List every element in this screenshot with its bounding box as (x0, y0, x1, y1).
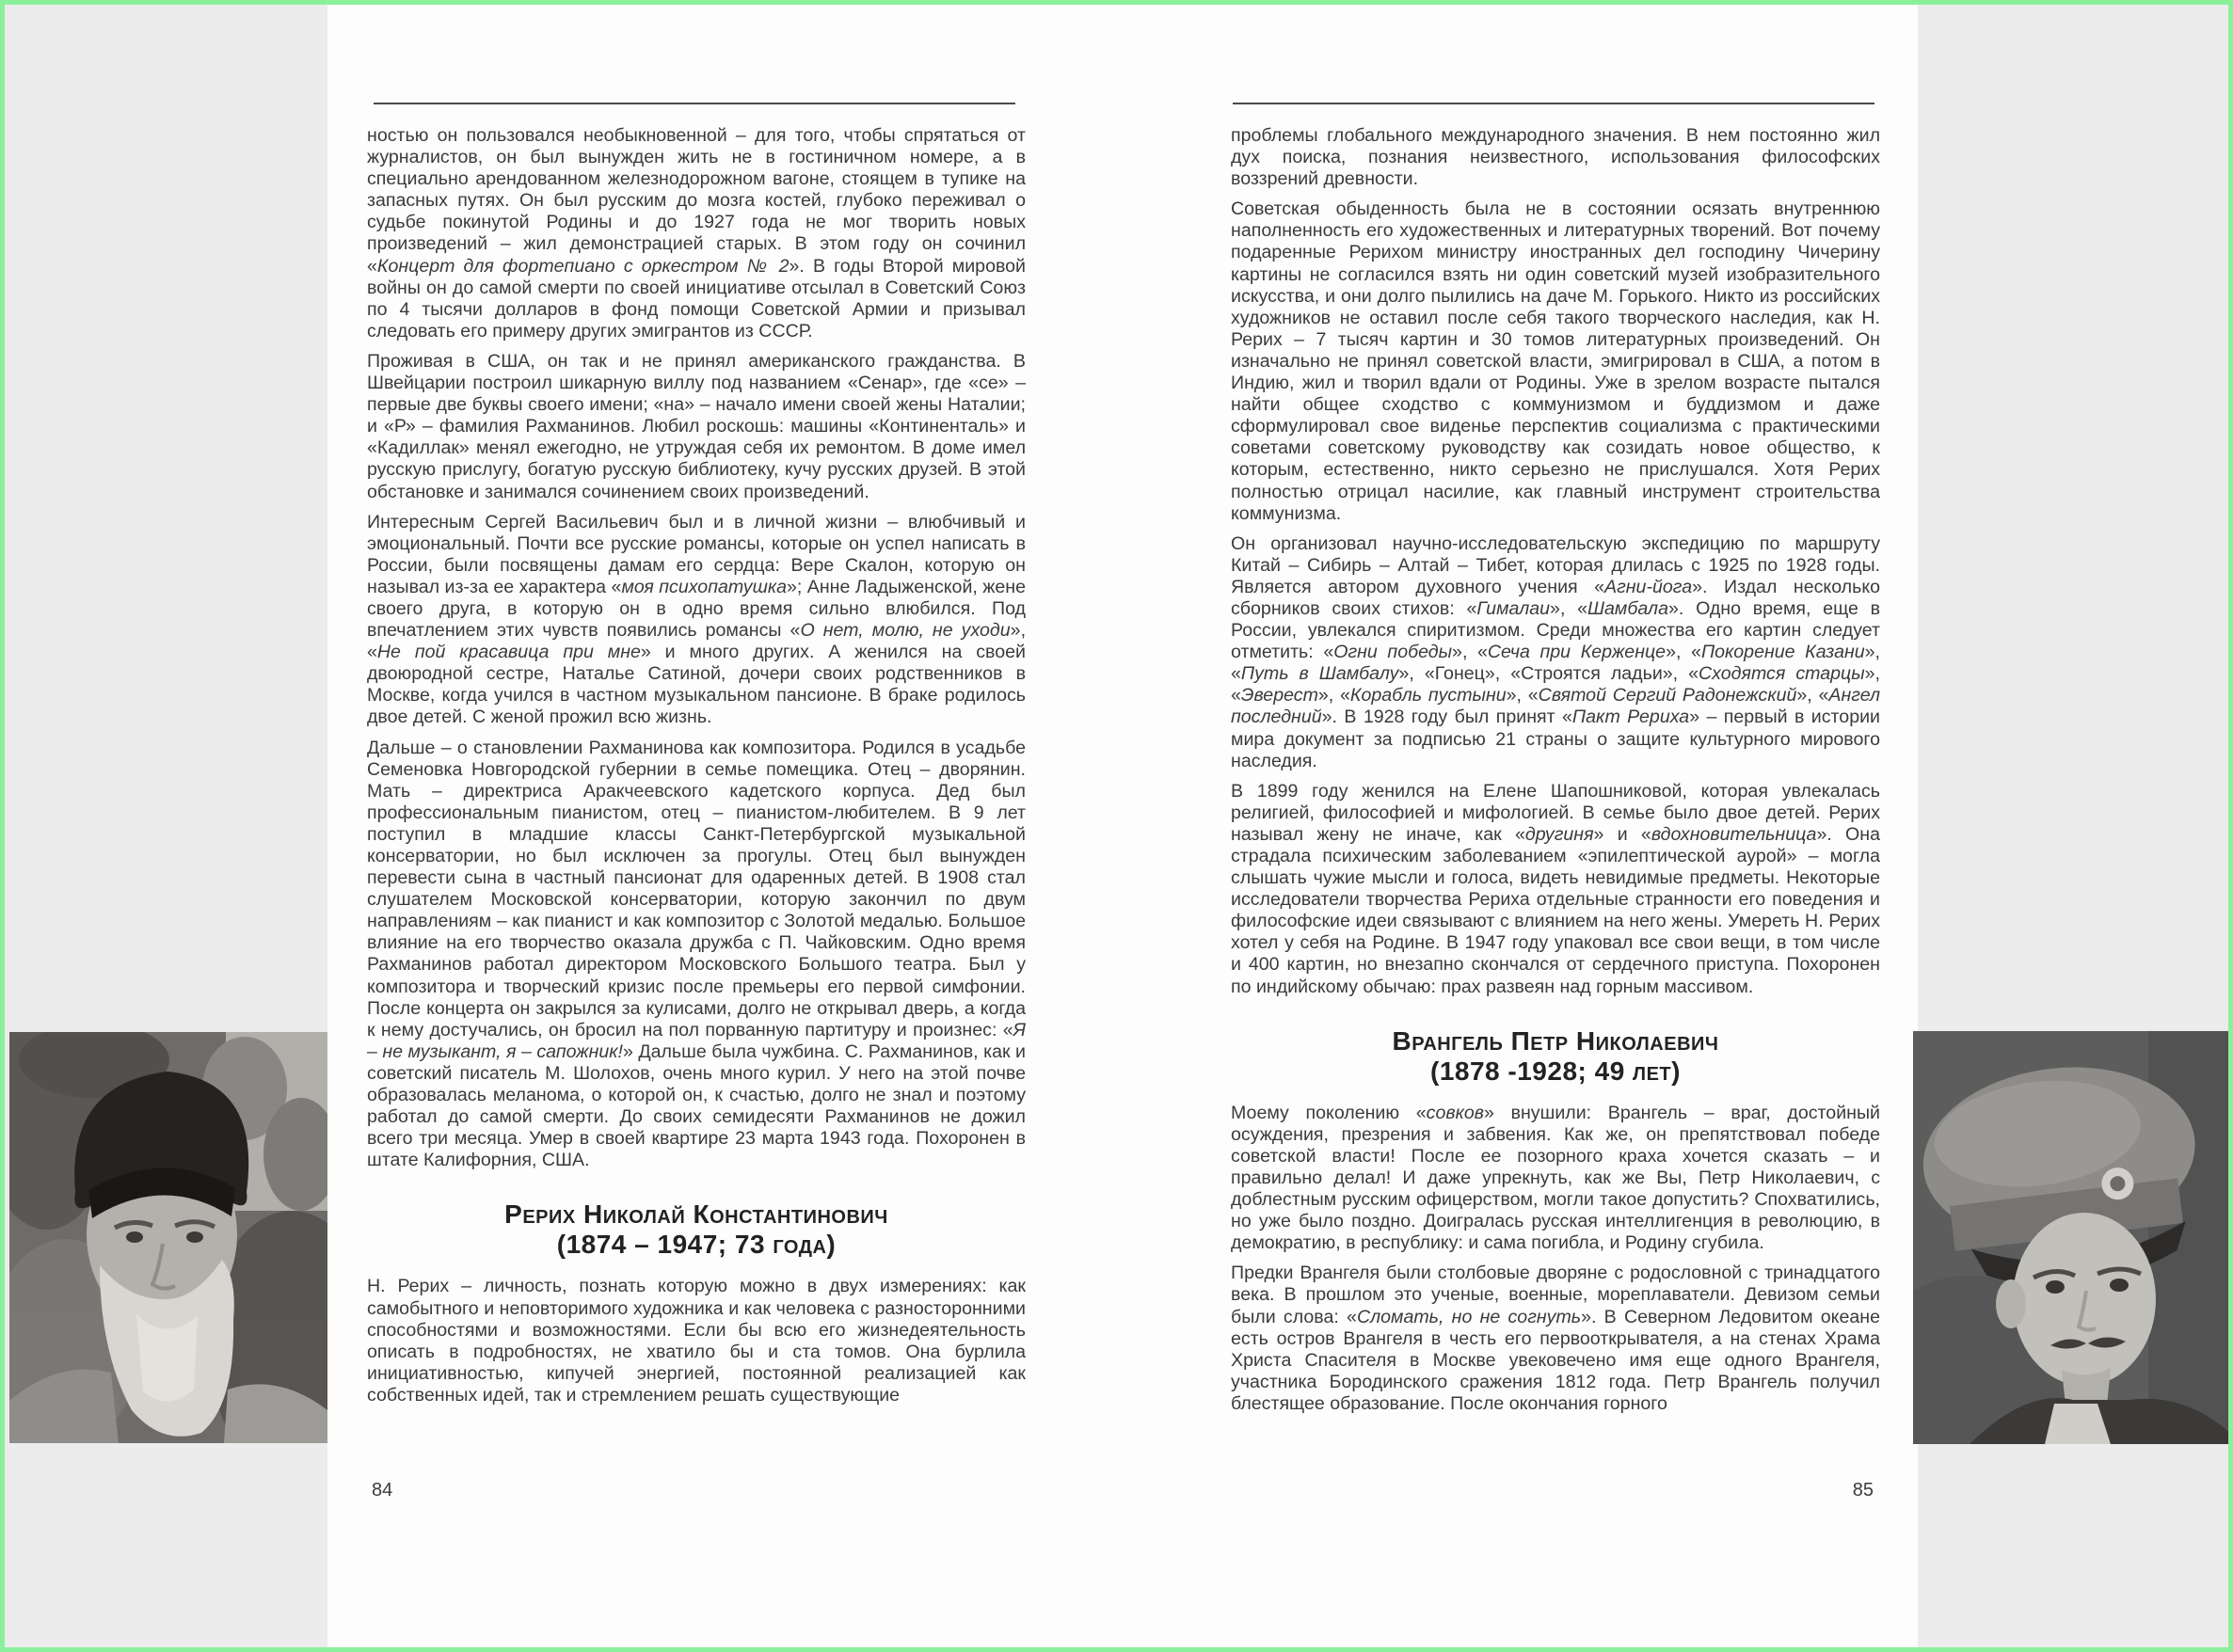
header-rule-right (1233, 103, 1874, 104)
portrait-roerich-art (9, 1032, 327, 1443)
portrait-photo-roerich (9, 1032, 327, 1443)
body-paragraph: Предки Врангеля были столбовые дворяне с родословной с тринадцатого века. В прошлом это ученые, военные, мореплаватели. Девизом семьи были слова: «Сломать, но не согнуть». В Северном Ледовитом океане есть остров Врангеля в честь его первооткрывателя, а на стенах Храма Христа Спасителя в Москве увековечено имя еще одного Врангеля, участника Бородинского сражения 1812 года. Петр Врангель получил блестящее образование. После окончания горного (1231, 1263, 1880, 1414)
body-paragraph: Советская обыденность была не в состоянии осязать внутреннюю наполненность его художественных и литературных творений. Вот почему подаренные Рерихом министру иностранных дел господину Чичерину картины не согласился взять ни один советский музей изобразительного искусства, и они долго пылились на даче М. Горького. Никто из российских художников не оставил после себя такого творческого наследия, как Н. Рерих – 7 тысяч картин и 30 томов литературных произведений. Он изначально не принял советской власти, эмигрировал в США, а потом в Индию, жил и творил вдали от Родины. Уже в зрелом возрасте пытался найти общее сходство с коммунизмом и буддизмом и даже сформулировал свое виденье перспектив социализма с практическими советами советскому руководству как созидать новое общество, к которым, естественно, никто серьезно не прислушался. Хотя Рерих полностью отрицал насилие, как главный инструмент строительства коммунизма. (1231, 199, 1880, 524)
body-paragraph: Н. Рерих – личность, познать которую можно в двух измерениях: как самобытного и неповторимого художника и как человека с разносторонними способностями и возможностями. Если бы всю его жизнедеятельность описать в подробностях, не хватило бы и ста томов. Она бурлила инициативностью, кипучей энергией, постоянной реализацией как собственных идей, так и стремлением решать существующие (367, 1276, 1026, 1406)
body-paragraph: Дальше – о становлении Рахманинова как композитора. Родился в усадьбе Семеновка Новгородской губернии в семье помещика. Отец – дворянин. Мать – директриса Аракчеевского кадетского корпуса. Дед был профессиональным пианистом, отец – пианистом-любителем. В 9 лет поступил в младшие классы Санкт-Петербургской музыкальной консерватории, но был исключен за прогулы. Отец был вынужден перевести сына в частный пансионат для одаренных детей. В 1908 стал слушателем Московской консерватории, которую закончил по двум направлениям – как пианист и как композитор с Золотой медалью. Большое влияние на его творчество оказала дружба с П. Чайковским. Одно время Рахманинов работал директором Московского Большого театра. Был у композитора и творческий кризис после премьеры его первой симфонии. После концерта он закрылся за кулисами, долго не открывал дверь, а когда к нему достучались, он бросил на пол порванную партитуру и произнес: «Я – не музыкант, я – сапожник!» Дальше была чужбина. С. Рахманинов, как и советский писатель М. Шолохов, очень много курил. У него на этой почве образовалась меланома, о которой он, к счастью, долго не знал и поэтому работал до самой смерти. До своих семидесяти Рахманинов не дожил всего три месяца. Умер в своей квартире 23 марта 1943 года. Похоронен в штате Калифорния, США. (367, 737, 1026, 1171)
portrait-wrangel-art (1913, 1031, 2233, 1444)
section-heading (367, 1199, 1026, 1260)
section-heading (1231, 1026, 1880, 1087)
portrait-photo-wrangel (1913, 1031, 2233, 1444)
header-rule-left (374, 103, 1015, 104)
page-number-right: 85 (1852, 1480, 1874, 1501)
section-heading-dates: (1878 -1928; 49 лет) (1430, 1056, 1681, 1086)
text-column-left (367, 125, 1026, 1415)
page-right (1123, 5, 1918, 1647)
page-number-left: 84 (372, 1480, 393, 1501)
page-spread (327, 5, 1918, 1647)
body-paragraph: Проживая в США, он так и не принял американского гражданства. В Швейцарии построил шикарную виллу под названием «Сенар», где «се» – первые две буквы своего имени; «на» – начало имени своей жены Наталии; и «Р» – фамилия Рахманинов. Любил роскошь: машины «Континенталь» и «Кадиллак» менял ежегодно, не утруждая себя их ремонтом. В доме имел русскую прислугу, богатую русскую библиотеку, кучу русских друзей. В этой обстановке и занимался сочинением своих произведений. (367, 350, 1026, 502)
body-paragraph: Интересным Сергей Васильевич был и в личной жизни – влюбчивый и эмоциональный. Почти все русские романсы, которые он успел написать в России, были посвящены дамам его сердца: Вере Скалон, которую он называл из-за ее характера «моя психопатушка»; Анне Ладыженской, жене своего друга, в которую он в одно время сильно влюбился. Под впечатлением этих чувств появились романсы «О нет, молю, не уходи», «Не пой красавица при мне» и много других. А женился на своей двоюродной сестре, Наталье Сатиной, дочери своих родственников в Москве, когда учился в частном музыкальном пансионе. В браке родилось двое детей. С женой прожил всю жизнь. (367, 511, 1027, 728)
body-paragraph: ностью он пользовался необыкновенной – для того, чтобы спрятаться от журналистов, он был вынужден жить не в гостиничном номере, а в специально арендованном железнодорожном вагоне, стоящем в тупике на запасных путях. Он был русским до мозга костей, глубоко переживал о судьбе покинутой Родины и до 1927 года не мог творить новых произведений – жил демонстрацией старых. В этом году он сочинил «Концерт для фортепиано с оркестром № 2». В годы Второй мировой войны он до самой смерти по своей инициативе отсылал в Советский Союз по 4 тысячи долларов в фонд помощи Советской Армии и призывал следовать его примеру других эмигрантов из СССР. (367, 125, 1026, 342)
text-column-right (1231, 125, 1880, 1423)
body-paragraph: В 1899 году женился на Елене Шапошниковой, которая увлекалась религией, философией и мифологией. В семье было двое детей. Рерих называл жену не иначе, как «другиня» и «вдохновительница». Она страдала психическим заболеванием «эпилептической аурой» – могла слышать чужие мысли и голоса, видеть невидимые предметы. Некоторые исследователи творчества Рериха отдельные странности его поведения и философские идеи связывают с влиянием на него жены. Умереть Н. Рерих хотел у себя на Родине. В 1947 году упаковал все свои вещи, в том числе и 400 картин, но внезапно скончался от сердечного приступа. Похоронен по индийскому обычаю: прах развеян над горным массивом. (1231, 780, 1880, 997)
section-heading-name: Врангель Петр Николаевич (1392, 1025, 1719, 1056)
body-paragraph: Он организовал научно-исследовательскую экспедицию по маршруту Китай – Сибирь – Алтай – Тибет, которая длилась с 1925 по 1928 годы. Является автором духовного учения «Агни-йога». Издал несколько сборников своих стихов: «Гималаи», «Шамбала». Одно время, еще в России, увлекался спиритизмом. Среди множества его картин следует отметить: «Огни победы», «Сеча при Керженце», «Покорение Казани», «Путь в Шамбалу», «Гонец», «Строятся ладьи», «Сходятся старцы», «Эверест», «Корабль пустыни», «Святой Сергий Радонежский», «Ангел последний». В 1928 году был принят «Пакт Рериха» – первый в истории мира документ за подписью 21 страны о защите культурного мирового наследия. (1231, 532, 1881, 771)
page-left (327, 5, 1123, 1647)
body-paragraph: Моему поколению «совков» внушили: Врангель – враг, достойный осуждения, презрения и забвения. Как же, он препятствовал победе советской власти! После ее позорного краха хочется сказать – и правильно делал! И даже упрекнуть, как же Вы, Петр Николаевич, с доблестным русским офицерством, могли такое допустить? Спохватились, но уже было поздно. Доигралась русская интеллигенция в революцию, в демократию, в республику: и сама погибла, и Родину сгубила. (1231, 1102, 1880, 1254)
section-heading-dates: (1874 – 1947; 73 года) (556, 1230, 837, 1260)
section-heading-name: Рерих Николай Константинович (504, 1199, 888, 1230)
body-paragraph: проблемы глобального международного значения. В нем постоянно жил дух поиска, познания неизвестного, использования философских воззрений древности. (1231, 125, 1880, 190)
